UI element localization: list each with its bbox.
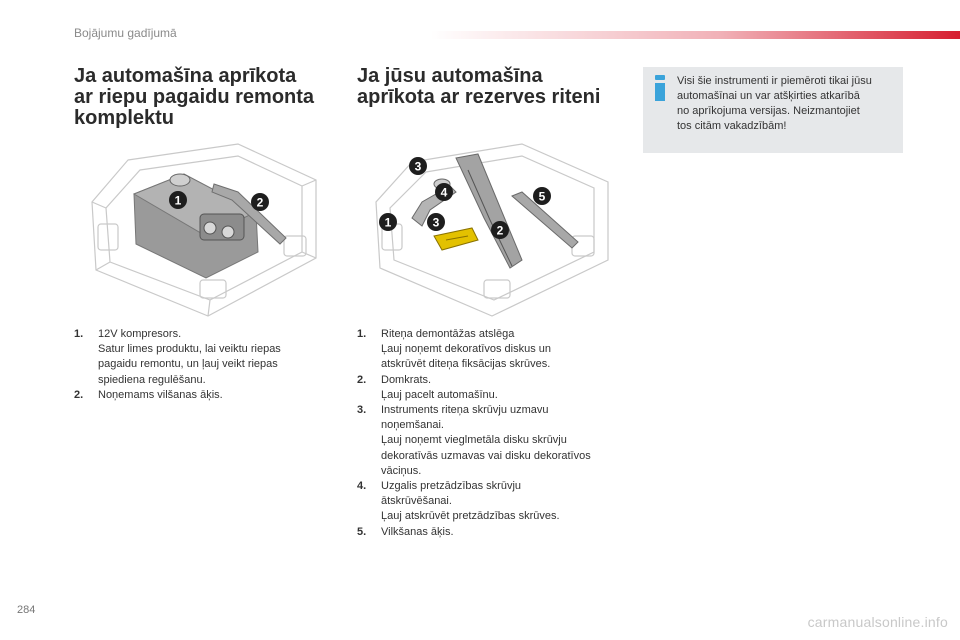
callout-3-top	[409, 157, 427, 175]
info-line: Visi šie instrumenti ir piemēroti tikai jūsu	[677, 75, 872, 87]
item-line: noņemšanai.	[381, 419, 444, 432]
item-line: vāciņus.	[381, 464, 422, 477]
svg-text:2: 2	[496, 223, 504, 238]
svg-text:1: 1	[384, 215, 392, 230]
svg-text:2: 2	[256, 195, 264, 210]
item-line: ātskrūvēšanai.	[381, 495, 452, 508]
item-line: Riteņa demontāžas atslēga	[381, 328, 515, 340]
list-item	[357, 327, 627, 373]
info-box	[643, 67, 903, 153]
item-line: dekoratīvās uzmavas vai disku dekoratīvos	[381, 449, 591, 462]
spare-wheel-tools-list	[357, 327, 627, 540]
item-line: 12V kompresors.	[98, 328, 182, 340]
list-item	[74, 388, 324, 403]
item-line: Ļauj noņemt dekoratīvos diskus un	[381, 343, 551, 356]
heading-line: ar riepu pagaidu remonta	[74, 86, 315, 108]
item-line: Vilkšanas āķis.	[381, 525, 454, 538]
svg-text:3: 3	[432, 215, 440, 230]
callout-2	[251, 193, 269, 211]
item-line: Ļauj noņemt vieglmetāla disku skrūvju	[381, 434, 567, 447]
repair-kit-illustration	[88, 140, 318, 318]
info-line: no aprīkojuma versijas. Neizmantojiet	[677, 105, 860, 117]
page-number: 284	[17, 604, 36, 616]
list-item	[357, 403, 627, 479]
heading-repair-kit	[74, 66, 334, 129]
info-line: tos citām vakadzībām!	[677, 120, 787, 132]
item-number: 2.	[357, 373, 367, 386]
callout-1	[169, 191, 187, 209]
header-accent-bar	[430, 31, 960, 39]
info-line: automašīnai un var atšķirties atkarībā	[677, 90, 860, 102]
heading-line: Ja jūsu automašīna	[357, 65, 543, 87]
item-line: Instruments riteņa skrūvju uzmavu	[381, 404, 549, 417]
svg-text:3: 3	[414, 159, 422, 174]
item-line: pagaidu remontu, un ļauj veikt riepas	[98, 358, 278, 371]
list-item	[74, 327, 324, 388]
repair-kit-list	[74, 327, 324, 403]
item-line: atskrūvēt diteņa fiksācijas skrūves.	[381, 358, 551, 371]
item-line: Ļauj atskrūvēt pretzādzības skrūves.	[381, 510, 560, 523]
heading-line: komplektu	[74, 107, 175, 129]
item-number: 1.	[74, 328, 84, 340]
info-icon	[654, 75, 666, 101]
item-line: Domkrats.	[381, 373, 432, 386]
svg-text:4: 4	[440, 185, 448, 200]
svg-text:5: 5	[538, 189, 546, 204]
callout-1	[379, 213, 397, 231]
heading-line: Ja automašīna aprīkota	[74, 65, 297, 87]
spare-wheel-tools-illustration	[372, 140, 612, 318]
callout-4	[435, 183, 453, 201]
item-line: Satur limes produktu, lai veiktu riepas	[98, 343, 281, 356]
list-item	[357, 525, 627, 540]
item-line: spiediena regulēšanu.	[98, 373, 206, 386]
heading-line: aprīkota ar rezerves riteni	[357, 86, 601, 108]
item-number: 3.	[357, 404, 367, 417]
section-title: Bojājumu gadījumā	[74, 26, 177, 40]
item-line: Noņemams vilšanas āķis.	[98, 388, 223, 401]
callout-2	[491, 221, 509, 239]
item-number: 2.	[74, 388, 84, 401]
svg-text:1: 1	[174, 193, 182, 208]
heading-spare-wheel	[357, 66, 617, 108]
item-number: 4.	[357, 480, 367, 493]
callout-3-bottom	[427, 213, 445, 231]
item-line: Uzgalis pretzādzības skrūvju	[381, 480, 522, 493]
item-number: 5.	[357, 525, 367, 538]
item-number: 1.	[357, 328, 367, 340]
item-line: Ļauj pacelt automašīnu.	[381, 388, 498, 401]
list-item	[357, 479, 627, 525]
watermark: carmanualsonline.info	[807, 614, 948, 630]
list-item	[357, 373, 627, 403]
info-text	[677, 74, 897, 134]
callout-5	[533, 187, 551, 205]
